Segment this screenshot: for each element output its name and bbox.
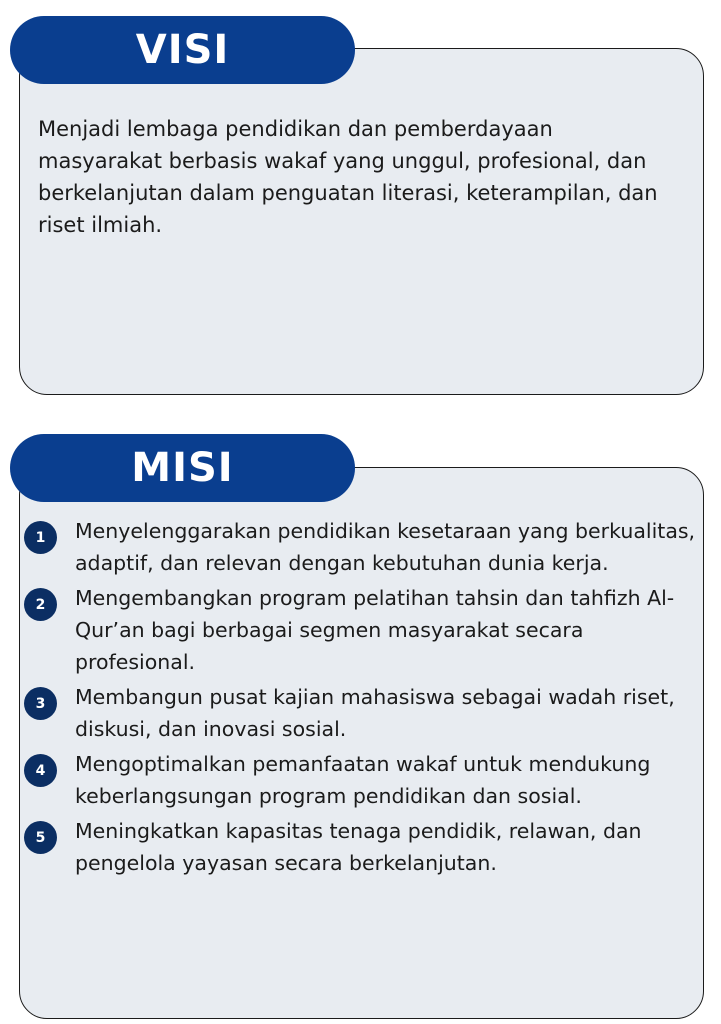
misi-item-text: Menyelenggarakan pendidikan kesetaraan yang berkualitas, adaptif, dan relevan dengan kebutuhan dunia kerja. xyxy=(75,519,696,575)
misi-item-text: Meningkatkan kapasitas tenaga pendidik, relawan, dan pengelola yayasan secara berkelanjutan. xyxy=(75,819,642,875)
misi-item xyxy=(24,748,700,812)
misi-number-badge: 2 xyxy=(24,588,57,621)
misi-number-badge: 1 xyxy=(24,521,57,554)
misi-number-badge: 4 xyxy=(24,754,57,787)
misi-item-text: Mengoptimalkan pemanfaatan wakaf untuk mendukung keberlangsungan program pendidikan dan sosial. xyxy=(75,752,651,808)
misi-number-badge: 5 xyxy=(24,821,57,854)
misi-item-text: Mengembangkan program pelatihan tahsin dan tahfizh Al-Qur’an bagi berbagai segmen masyarakat secara profesional. xyxy=(75,586,675,674)
misi-item xyxy=(24,815,700,879)
misi-item xyxy=(24,681,700,745)
misi-number-badge: 3 xyxy=(24,687,57,720)
visi-text: Menjadi lembaga pendidikan dan pemberdayaan masyarakat berbasis wakaf yang unggul, profesional, dan berkelanjutan dalam penguatan literasi, keterampilan, dan riset ilmiah. xyxy=(38,117,658,237)
misi-list xyxy=(24,515,700,882)
misi-item xyxy=(24,582,700,678)
misi-item xyxy=(24,515,700,579)
visi-title-pill xyxy=(10,16,355,84)
visi-title: VISI xyxy=(135,27,230,73)
misi-title-pill xyxy=(10,434,355,502)
misi-title: MISI xyxy=(131,445,234,491)
misi-item-text: Membangun pusat kajian mahasiswa sebagai wadah riset, diskusi, dan inovasi sosial. xyxy=(75,685,675,741)
